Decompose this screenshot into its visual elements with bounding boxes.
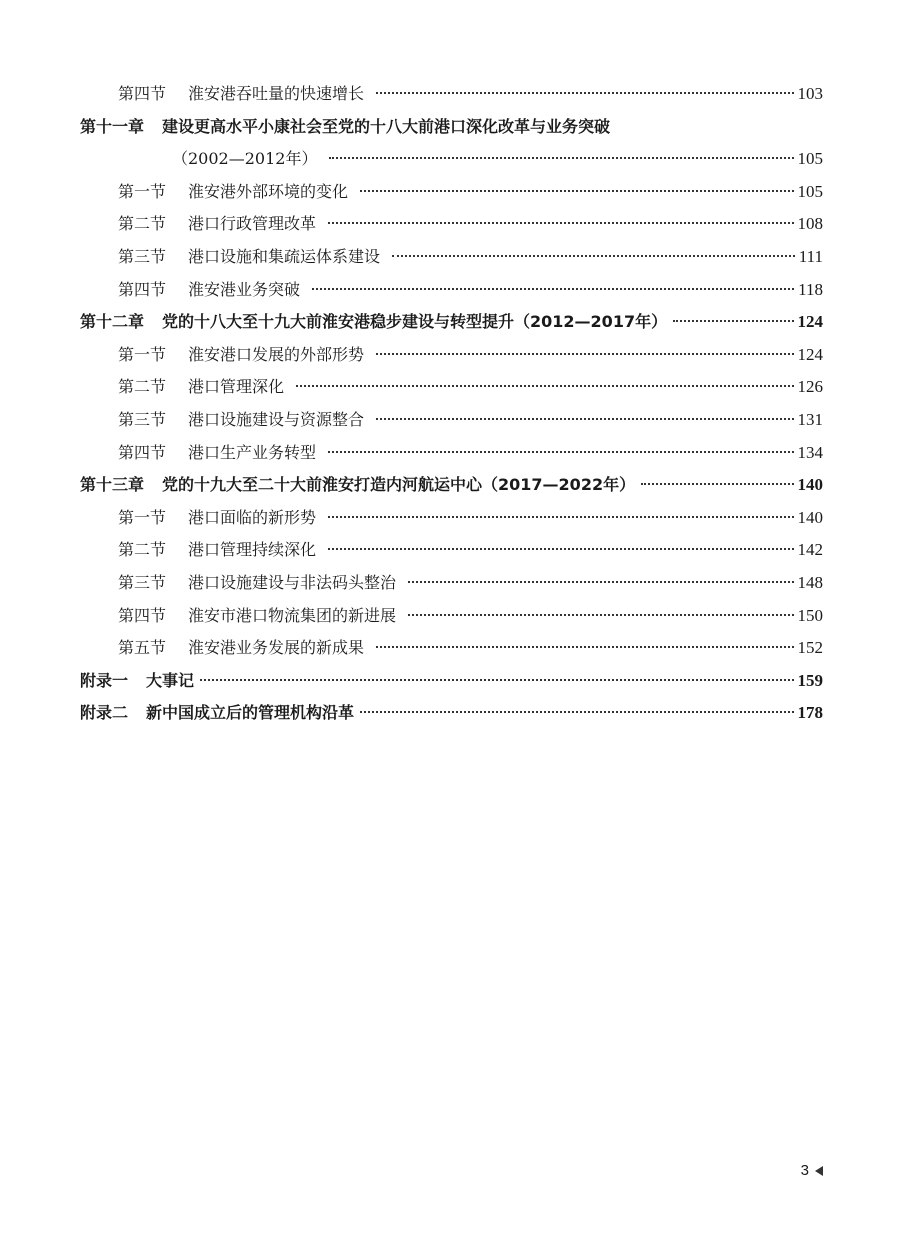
dot-leader [328,451,793,453]
footer-page-number: 3 [800,1162,809,1179]
dot-leader [641,483,793,485]
appendix-number: 附录一 [80,670,129,690]
section-number: 第一节 [118,507,167,527]
section-title: 港口行政管理改革 [188,214,317,234]
page-number: 178 [797,703,823,723]
dot-leader [200,679,793,681]
page-number: 140 [797,507,823,527]
section-title: 港口生产业务转型 [188,442,317,462]
chapter-number: 第十二章 [80,312,145,332]
page-number: 105 [797,149,823,169]
toc-appendix-entry[interactable] [0,665,900,698]
page-number: 124 [797,312,823,332]
toc-entry[interactable] [0,600,900,633]
page-number: 142 [797,540,823,560]
section-number: 第一节 [118,344,167,364]
section-title: 淮安市港口物流集团的新进展 [188,605,397,625]
toc-entry[interactable] [0,78,900,111]
toc-chapter-entry[interactable] [0,306,900,339]
section-number: 第三节 [118,246,167,266]
dot-leader [408,614,793,616]
section-number: 第三节 [118,572,167,592]
toc-entry[interactable] [0,437,900,470]
dot-leader [329,157,793,159]
section-number: 第四节 [118,442,167,462]
dot-leader [392,255,795,257]
appendix-title: 大事记 [146,670,195,690]
section-number: 第二节 [118,214,167,234]
dot-leader [312,288,794,290]
section-number: 第二节 [118,540,167,560]
toc-entry[interactable] [0,274,900,307]
page-number: 103 [797,84,823,103]
left-triangle-icon [815,1166,823,1176]
toc-entry[interactable] [0,339,900,372]
section-number: 第四节 [118,279,167,299]
dot-leader [328,516,793,518]
section-number: 第四节 [118,605,167,625]
dot-leader [376,646,793,648]
page-number: 140 [797,475,823,495]
toc-entry[interactable] [0,632,900,665]
section-number: 第一节 [118,181,167,201]
toc-entry-continuation[interactable] [0,143,900,176]
appendix-number: 附录二 [80,703,129,723]
chapter-number: 第十三章 [80,475,145,495]
page-number: 108 [797,214,823,234]
section-title: 港口管理持续深化 [188,540,317,560]
dot-leader [360,711,793,713]
dot-leader [376,353,793,355]
page-number: 131 [797,409,823,429]
section-title: 港口面临的新形势 [188,507,317,527]
page-number: 159 [797,670,823,690]
section-number: 第三节 [118,409,167,429]
dot-leader [328,222,793,224]
section-title: 港口管理深化 [188,377,285,397]
toc-entry[interactable] [0,567,900,600]
toc-entry[interactable] [0,502,900,535]
dot-leader [408,581,793,583]
section-number: 第二节 [118,377,167,397]
dot-leader [673,320,793,322]
section-title: 淮安港口发展的外部形势 [188,344,365,364]
chapter-title-continuation: （2002—2012年） [172,149,318,169]
section-title: 淮安港业务突破 [188,279,301,299]
toc-entry[interactable] [0,208,900,241]
page-footer [801,1162,823,1179]
chapter-title: 党的十九大至二十大前淮安打造内河航运中心（2017—2022年） [162,475,636,495]
toc-chapter-entry[interactable] [0,111,900,144]
appendix-title: 新中国成立后的管理机构沿革 [146,703,355,723]
toc-entry[interactable] [0,371,900,404]
section-title: 港口设施建设与非法码头整治 [188,572,397,592]
toc-entry[interactable] [0,534,900,567]
toc-appendix-entry[interactable] [0,697,900,730]
chapter-title: 建设更高水平小康社会至党的十八大前港口深化改革与业务突破 [162,116,611,136]
section-title: 淮安港业务发展的新成果 [188,638,365,658]
page-number: 134 [797,442,823,462]
page-number: 105 [797,181,823,201]
section-title: 港口设施和集疏运体系建设 [188,246,381,266]
page-number: 126 [797,377,823,397]
page-number: 124 [797,344,823,364]
section-number: 第五节 [118,638,167,658]
dot-leader [360,190,793,192]
section-number: 第四节 [118,84,167,103]
page-number: 148 [797,572,823,592]
toc-entry[interactable] [0,241,900,274]
page-number: 111 [798,246,823,266]
dot-leader [376,418,793,420]
table-of-contents [0,78,900,730]
dot-leader [296,385,793,387]
chapter-title: 党的十八大至十九大前淮安港稳步建设与转型提升（2012—2017年） [162,312,668,332]
dot-leader [376,92,793,94]
page-number: 118 [798,279,823,299]
dot-leader [328,548,793,550]
page-number: 152 [797,638,823,658]
toc-chapter-entry[interactable] [0,469,900,502]
chapter-number: 第十一章 [80,116,145,136]
page-number: 150 [797,605,823,625]
section-title: 港口设施建设与资源整合 [188,409,365,429]
section-title: 淮安港外部环境的变化 [188,181,349,201]
section-title: 淮安港吞吐量的快速增长 [188,84,365,103]
toc-entry[interactable] [0,176,900,209]
toc-entry[interactable] [0,404,900,437]
